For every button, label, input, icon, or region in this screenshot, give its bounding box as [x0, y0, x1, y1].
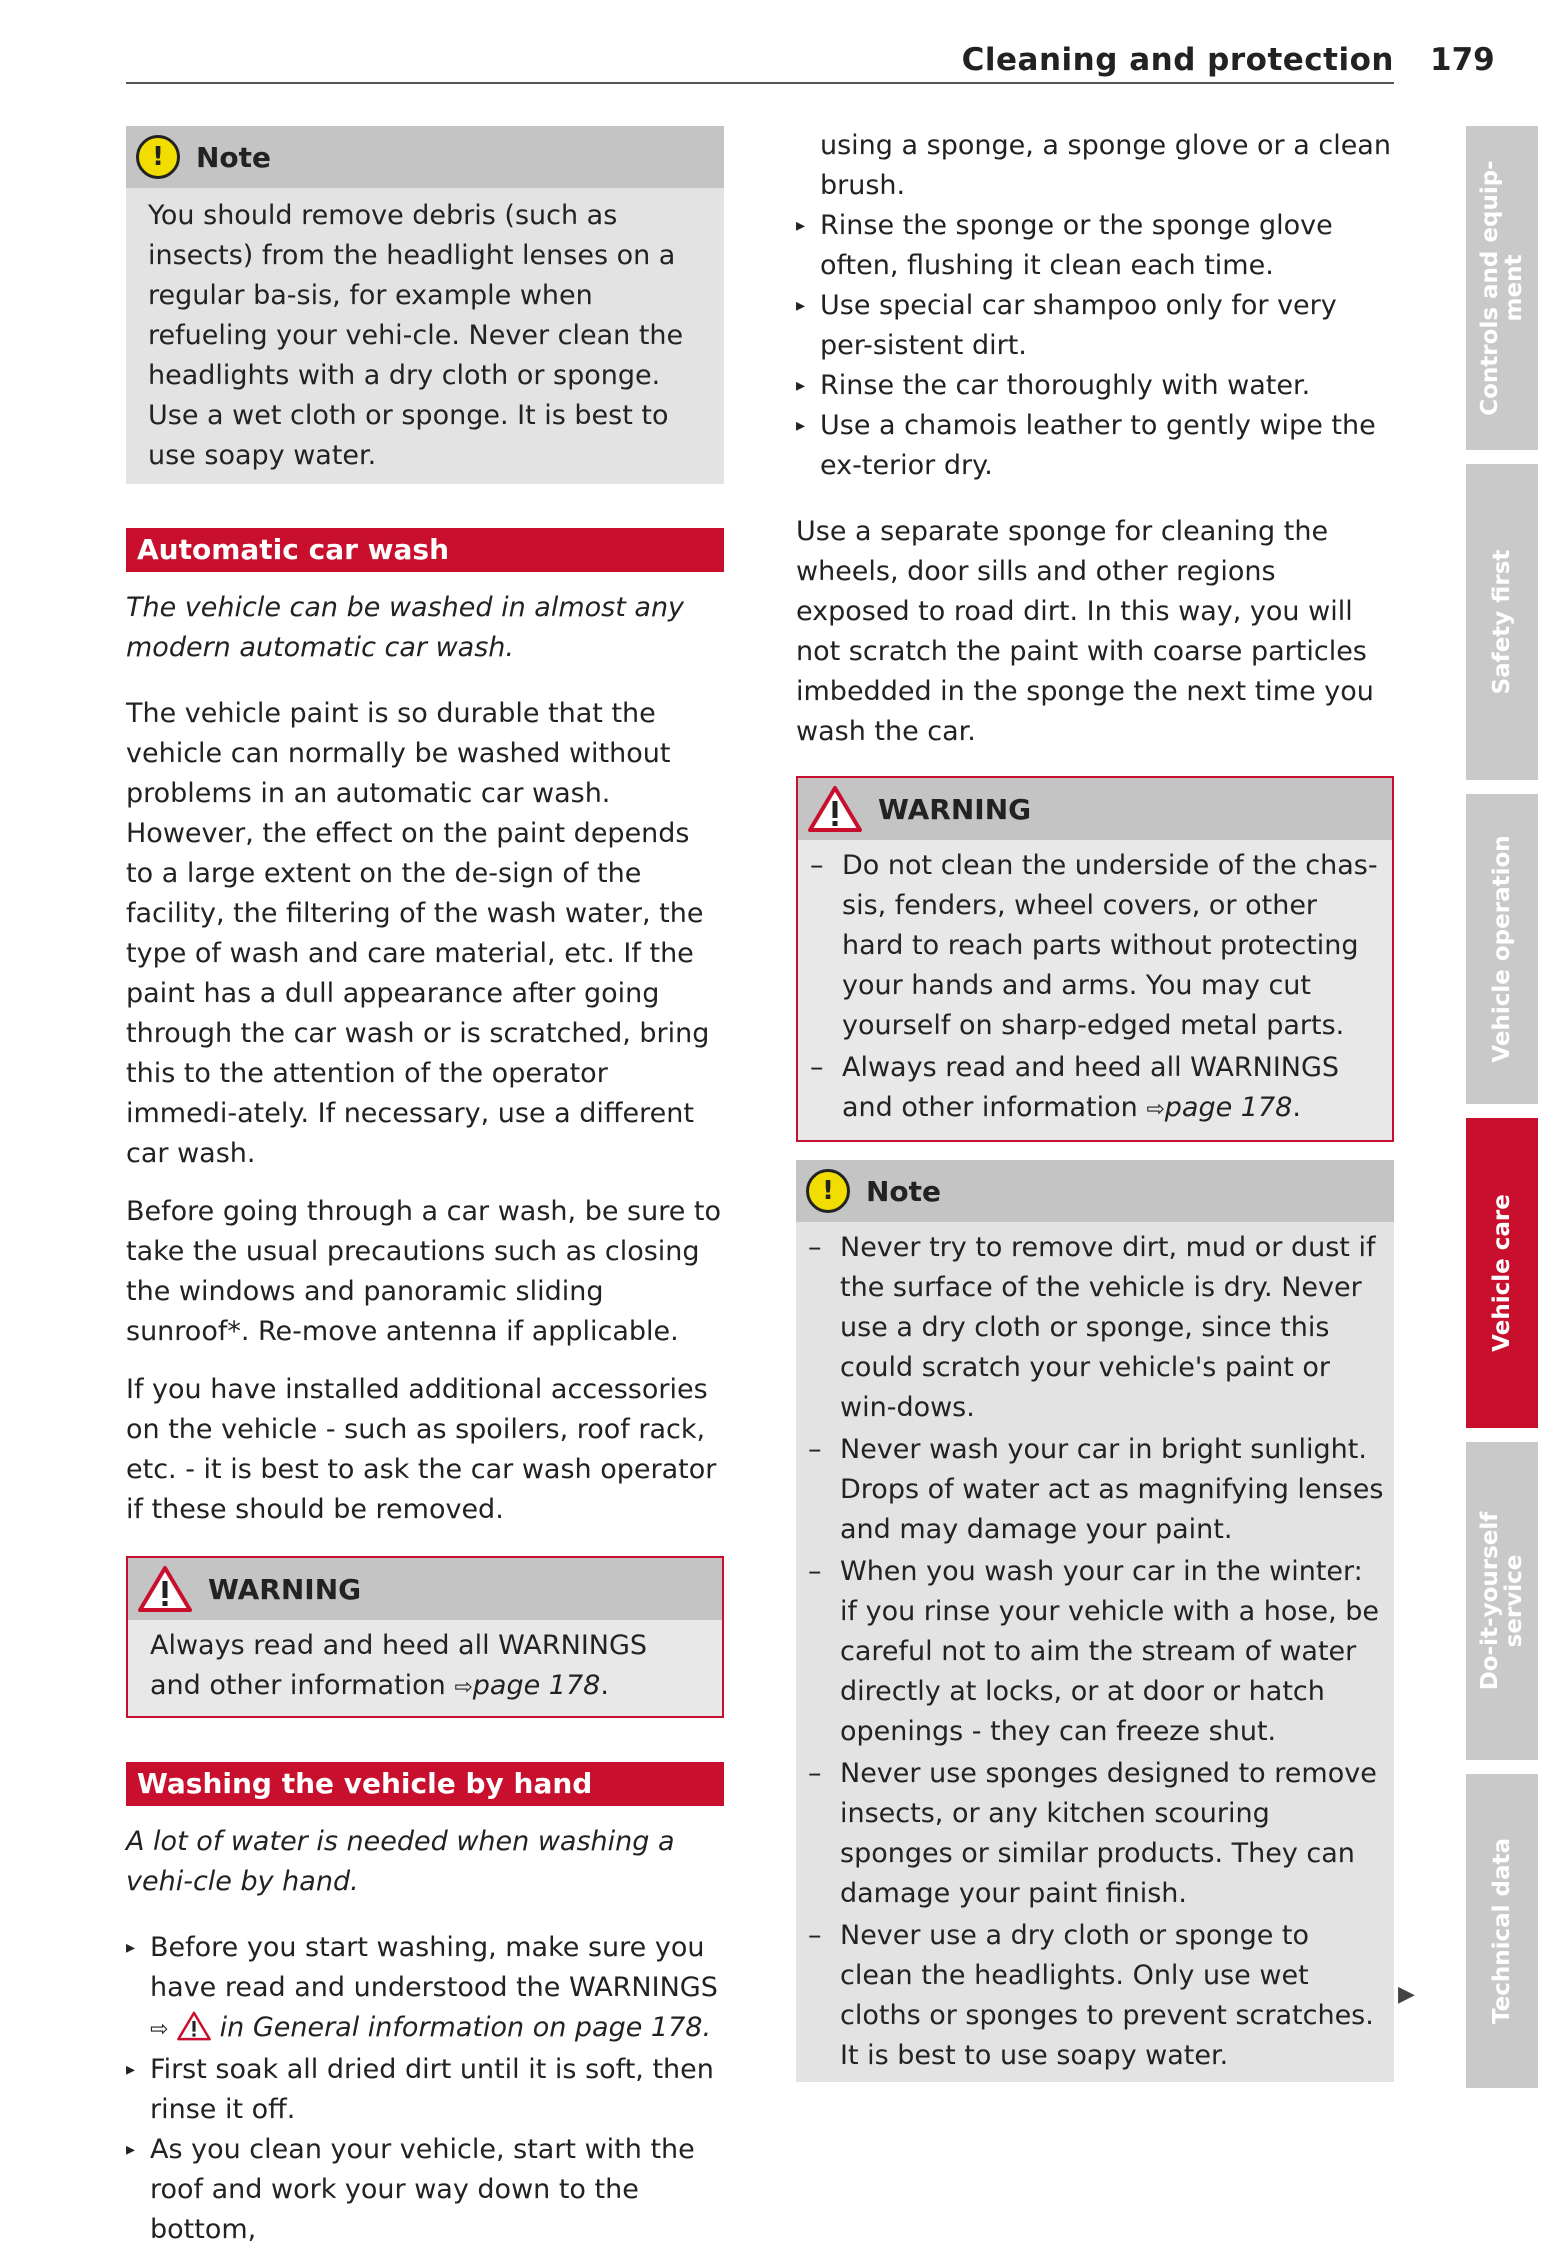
- instruction-list: [126, 1928, 724, 2250]
- page-number: 179: [1430, 42, 1495, 78]
- note-header: [796, 1160, 1394, 1222]
- warning-title: WARNING: [878, 792, 1032, 826]
- list-item: ▸ Rinse the car thoroughly with water.: [796, 366, 1394, 406]
- bullet-arrow-icon: ▸: [796, 215, 806, 236]
- right-column: [796, 126, 1394, 2082]
- section-heading-washing-by-hand: Washing the vehicle by hand: [126, 1762, 724, 1806]
- page-link[interactable]: page 178: [1164, 1092, 1293, 1123]
- section-intro: The vehicle can be washed in almost any modern automatic car wash.: [126, 592, 685, 663]
- page-link[interactable]: in General information on page 178.: [219, 2012, 712, 2043]
- list-item: ▸ Use a chamois leather to gently wipe the ex-terior dry.: [796, 406, 1394, 486]
- warning-triangle-icon: [808, 785, 862, 833]
- list-item: ▸ Before you start washing, make sure you have read and understood the WARNINGS ⇨ in General information on page 178.: [126, 1928, 724, 2050]
- list-item: ▸ As you clean your vehicle, start with the roof and work your way down to the bottom,: [126, 2130, 724, 2250]
- paragraph: If you have installed additional accessories on the vehicle - such as spoilers, roof rack, etc. - it is best to ask the car wash operator if these should be removed.: [126, 1374, 717, 1525]
- list-item: ▸ Use special car shampoo only for very per-sistent dirt.: [796, 286, 1394, 366]
- chapter-tab-diy-service[interactable]: Do-it-yourself service: [1466, 1442, 1538, 1760]
- chapter-tab-technical-data[interactable]: Technical data: [1466, 1774, 1538, 2088]
- warning-box: [796, 776, 1394, 1142]
- warning-header: [798, 778, 1392, 840]
- warning-body: Always read and heed all WARNINGS and other information ⇨page 178.: [150, 1630, 648, 1701]
- bullet-arrow-icon: ▸: [126, 2139, 136, 2160]
- warning-item: – Always read and heed all WARNINGS and other information ⇨page 178.: [810, 1052, 1340, 1123]
- note-box-washing: [796, 1160, 1394, 2082]
- warning-box: [126, 1556, 724, 1718]
- paragraph: Use a separate sponge for cleaning the wheels, door sills and other regions exposed to road dirt. In this way, you will not scratch the paint with coarse particles imbedded in the sponge the next time you wash the car.: [796, 516, 1374, 747]
- note-exclamation-icon: !: [806, 1169, 850, 1213]
- list-item-continuation: using a sponge, a sponge glove or a clean brush.: [820, 130, 1391, 201]
- chapter-tab-vehicle-care[interactable]: Vehicle care: [1466, 1118, 1538, 1428]
- running-header-title: Cleaning and protection: [961, 42, 1394, 78]
- bullet-arrow-icon: ▸: [126, 2059, 136, 2080]
- instruction-list: [796, 206, 1394, 486]
- warning-triangle-icon: [138, 1565, 192, 1613]
- paragraph: Before going through a car wash, be sure to take the usual precautions such as closing the windows and panoramic sliding sunroof*. Re-move antenna if applicable.: [126, 1196, 722, 1347]
- note-item: – Never wash your car in bright sunlight. Drops of water act as magnifying lenses and may damage your paint.: [808, 1434, 1384, 1545]
- page-link[interactable]: page 178: [472, 1670, 601, 1701]
- left-column: [126, 126, 724, 2250]
- warning-triangle-icon: [177, 2011, 211, 2041]
- list-item: ▸ First soak all dried dirt until it is soft, then rinse it off.: [126, 2050, 724, 2130]
- note-item: – Never try to remove dirt, mud or dust if the surface of the vehicle is dry. Never use a dry cloth or sponge, since this could scratch your vehicle's paint or win-dows.: [808, 1232, 1376, 1423]
- note-item: – Never use a dry cloth or sponge to clean the headlights. Only use wet cloths or sponges to prevent scratches. It is best to use soapy water.: [808, 1920, 1374, 2071]
- page-link-arrow-icon: ⇨: [1146, 1097, 1165, 1122]
- section-intro: A lot of water is needed when washing a vehi-cle by hand.: [126, 1826, 675, 1897]
- continue-arrow-icon: ▶: [1398, 1982, 1415, 2007]
- paragraph: The vehicle paint is so durable that the vehicle can normally be washed without problems in an automatic car wash. However, the effect on the paint depends to a large extent on the de-sign of the facility, the filtering of the wash water, the type of wash and care material, etc. If the paint has a dull appearance after going through the car wash or is scratched, bring this to the attention of the operator immedi-ately. If necessary, use a different car wash.: [126, 698, 710, 1169]
- bullet-arrow-icon: ▸: [796, 415, 806, 436]
- chapter-tab-controls[interactable]: Controls and equip- ment: [1466, 126, 1538, 450]
- header-rule: [126, 82, 1394, 84]
- warning-title: WARNING: [208, 1572, 362, 1606]
- section-heading-automatic-car-wash: Automatic car wash: [126, 528, 724, 572]
- list-item: ▸ Rinse the sponge or the sponge glove often, flushing it clean each time.: [796, 206, 1394, 286]
- bullet-arrow-icon: ▸: [126, 1937, 136, 1958]
- note-item: – Never use sponges designed to remove insects, or any kitchen scouring sponges or similar products. They can damage your paint finish.: [808, 1758, 1377, 1909]
- note-title: Note: [866, 1174, 942, 1208]
- note-exclamation-icon: !: [136, 135, 180, 179]
- note-item: – When you wash your car in the winter: if you rinse your vehicle with a hose, be careful not to aim the stream of water directly at locks, or at door or hatch openings - they can freeze shut.: [808, 1556, 1380, 1747]
- chapter-tab-vehicle-operation[interactable]: Vehicle operation: [1466, 794, 1538, 1104]
- bullet-arrow-icon: ▸: [796, 295, 806, 316]
- note-title: Note: [196, 140, 272, 174]
- page-link-arrow-icon: ⇨: [454, 1675, 473, 1700]
- warning-item: – Do not clean the underside of the chas-sis, fenders, wheel covers, or other hard to reach parts without protecting your hands and arms. You may cut yourself on sharp-edged metal parts.: [810, 850, 1378, 1041]
- page-link-arrow-icon: ⇨: [150, 2017, 169, 2042]
- warning-header: [128, 1558, 722, 1620]
- note-body: You should remove debris (such as insects) from the headlight lenses on a regular ba-sis, for example when refueling your vehi-cle. Never clean the headlights with a dry cloth or sponge. Use a wet cloth or sponge. It is best to use soapy water.: [148, 200, 684, 471]
- note-box-headlights: [126, 126, 724, 484]
- bullet-arrow-icon: ▸: [796, 375, 806, 396]
- chapter-tab-safety[interactable]: Safety first: [1466, 464, 1538, 780]
- note-header: [126, 126, 724, 188]
